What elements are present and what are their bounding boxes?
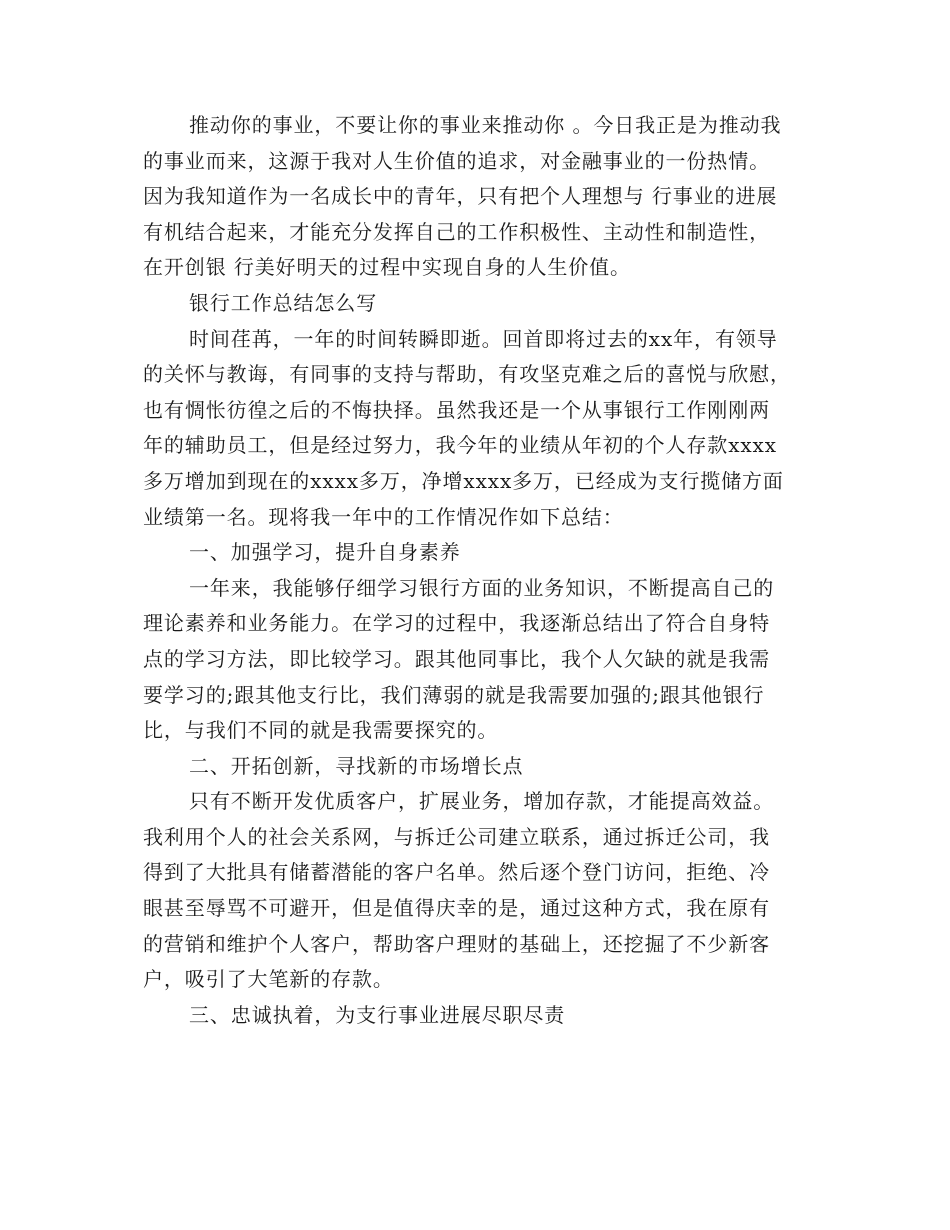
body-paragraph	[143, 108, 811, 286]
text-line: 得到了大批具有储蓄潜能的客户名单。然后逐个登门访问，拒绝、冷	[143, 860, 770, 885]
text-line: 眼甚至辱骂不可避开，但是值得庆幸的是，通过这种方式，我在原有	[143, 896, 770, 921]
text-line: 的关怀与教诲，有同事的支持与帮助，有攻坚克难之后的喜悦与欣慰，	[143, 362, 791, 387]
text-line: 比，与我们不同的就是我需要探究的。	[143, 718, 499, 743]
text-line: 户，吸引了大笔新的存款。	[143, 967, 394, 992]
text-line: 也有惆怅彷徨之后的不悔抉择。虽然我还是一个从事银行工作刚刚两	[143, 397, 770, 422]
section-heading	[143, 998, 811, 1034]
text-line: 一年来，我能够仔细学习银行方面的业务知识，不断提高自己的	[189, 575, 775, 600]
text-line: 要学习的;跟其他支行比，我们薄弱的就是我需要加强的;跟其他银行	[143, 682, 765, 707]
document-page	[143, 108, 811, 1033]
section-heading	[143, 286, 811, 322]
text-line: 在开创银 行美好明天的过程中实现自身的人生价值。	[143, 255, 631, 280]
text-line: 年的辅助员工，但是经过努力，我今年的业绩从年初的个人存款xxxx	[143, 433, 777, 458]
text-line: 点的学习方法，即比较学习。跟其他同事比，我个人欠缺的就是我需	[143, 646, 770, 671]
text-line: 时间荏苒，一年的时间转瞬即逝。回首即将过去的xx年，有领导	[189, 326, 778, 351]
text-line: 的事业而来，这源于我对人生价值的追求，对金融事业的一份热情。	[143, 148, 770, 173]
text-line: 理论素养和业务能力。在学习的过程中，我逐渐总结出了符合自身特	[143, 611, 770, 636]
section-heading	[143, 535, 811, 571]
text-line: 业绩第一名。现将我一年中的工作情况作如下总结：	[143, 504, 624, 529]
text-line: 只有不断开发优质客户，扩展业务，增加存款，才能提高效益。	[189, 789, 775, 814]
body-paragraph	[143, 571, 811, 749]
body-paragraph	[143, 322, 811, 536]
text-line: 推动你的事业，不要让你的事业来推动你 。今日我正是为推动我	[189, 113, 782, 137]
text-line: 多万增加到现在的xxxx多万，净增xxxx多万，已经成为支行揽储方面	[143, 468, 784, 493]
text-line: 有机结合起来，才能充分发挥自己的工作积极性、主动性和制造性，	[143, 219, 770, 244]
text-line: 的营销和维护个人客户，帮助客户理财的基础上，还挖掘了不少新客	[143, 931, 770, 956]
text-line: 银行工作总结怎么写	[189, 290, 378, 315]
text-line: 我利用个人的社会关系网，与拆迁公司建立联系，通过拆迁公司，我	[143, 824, 770, 849]
text-line: 二、开拓创新，寻找新的市场增长点	[189, 753, 524, 778]
text-line: 三、忠诚执着，为支行事业进展尽职尽责	[189, 1002, 566, 1027]
text-line: 因为我知道作为一名成长中的青年，只有把个人理想与 行事业的进展	[143, 184, 778, 209]
body-paragraph	[143, 784, 811, 998]
section-heading	[143, 749, 811, 785]
text-line: 一、加强学习，提升自身素养	[189, 540, 461, 565]
